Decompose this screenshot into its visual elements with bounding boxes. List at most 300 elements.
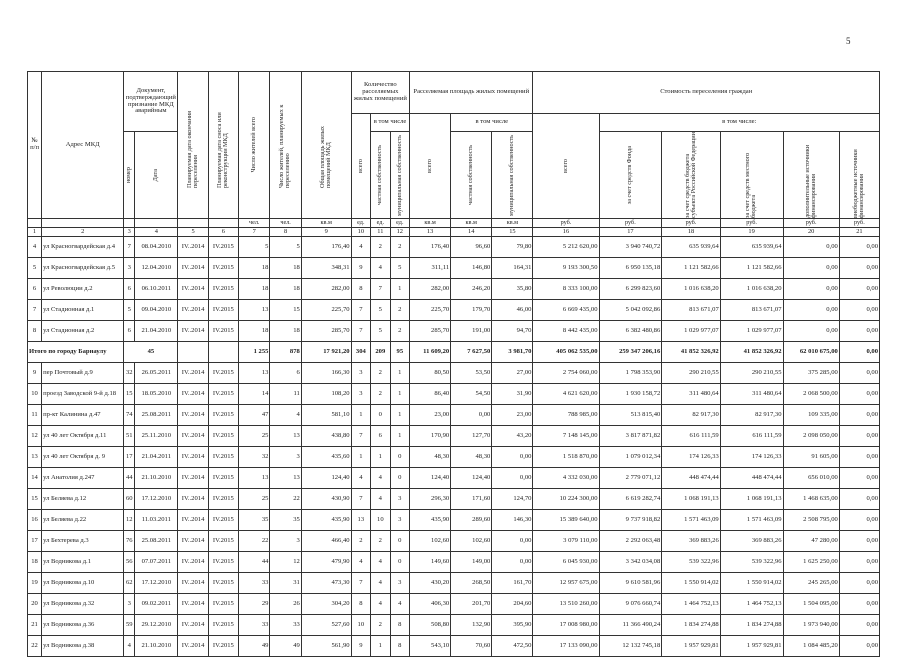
header-additional: дополнительные источники финансирования bbox=[803, 144, 818, 218]
column-number-cell: 19 bbox=[720, 228, 783, 237]
table-cell: 1 550 914,02 bbox=[662, 573, 720, 594]
table-cell: 102,60 bbox=[410, 531, 451, 552]
table-cell: 430,90 bbox=[301, 489, 351, 510]
table-cell: 35 bbox=[270, 510, 301, 531]
table-cell: 1 571 463,09 bbox=[720, 510, 783, 531]
table-cell: 124,70 bbox=[492, 489, 533, 510]
table-cell: 0,00 bbox=[783, 300, 839, 321]
table-cell: 4 bbox=[28, 237, 42, 258]
table-cell: IV.2015 bbox=[208, 489, 238, 510]
table-cell: 4 bbox=[124, 636, 135, 657]
unit-cell: ед. bbox=[371, 219, 390, 228]
table-cell: IV.2015 bbox=[208, 405, 238, 426]
table-cell: 616 111,59 bbox=[720, 426, 783, 447]
table-cell: 79,80 bbox=[492, 237, 533, 258]
table-cell: 22 bbox=[239, 531, 270, 552]
table-cell: 47 bbox=[239, 405, 270, 426]
table-cell: 13 bbox=[351, 510, 370, 531]
table-cell: 6 bbox=[124, 279, 135, 300]
table-cell: 96,60 bbox=[451, 237, 492, 258]
table-cell: 22 bbox=[28, 636, 42, 657]
address-cell: ул Водникова д.10 bbox=[42, 573, 124, 594]
table-cell: 1 571 463,09 bbox=[662, 510, 720, 531]
table-cell: 0,00 bbox=[783, 321, 839, 342]
table-cell: 7 bbox=[351, 321, 370, 342]
table-cell: 08.04.2010 bbox=[135, 237, 178, 258]
total-cell: 0,00 bbox=[839, 342, 879, 363]
column-number-cell: 11 bbox=[371, 228, 390, 237]
table-row bbox=[28, 426, 880, 447]
header-local-budget: за счет средств местного бюджета bbox=[744, 152, 758, 218]
table-cell: 07.07.2011 bbox=[135, 552, 178, 573]
table-cell: 0,00 bbox=[451, 405, 492, 426]
table-cell: 13 bbox=[239, 300, 270, 321]
table-cell: 438,80 bbox=[301, 426, 351, 447]
table-cell: 0 bbox=[390, 468, 410, 489]
table-cell: IV.2015 bbox=[208, 321, 238, 342]
table-cell: IV..2014 bbox=[178, 384, 208, 405]
table-cell: 60 bbox=[124, 489, 135, 510]
table-cell: IV..2014 bbox=[178, 300, 208, 321]
table-cell: 4 bbox=[270, 405, 301, 426]
table-row bbox=[28, 468, 880, 489]
table-cell: 13 bbox=[28, 447, 42, 468]
table-cell: 2 bbox=[371, 615, 390, 636]
column-number-cell: 20 bbox=[783, 228, 839, 237]
table-cell: 56 bbox=[124, 552, 135, 573]
table-cell: 3 bbox=[270, 531, 301, 552]
units-row bbox=[28, 219, 880, 228]
table-cell: 448 474,44 bbox=[662, 468, 720, 489]
column-number-cell: 6 bbox=[208, 228, 238, 237]
table-cell: 0,00 bbox=[492, 447, 533, 468]
table-cell: 4 bbox=[351, 237, 370, 258]
total-cell: 17 921,20 bbox=[301, 342, 351, 363]
table-cell: 581,10 bbox=[301, 405, 351, 426]
table-cell: 124,40 bbox=[451, 468, 492, 489]
address-cell: ул Водникова д.32 bbox=[42, 594, 124, 615]
table-cell: 108,20 bbox=[301, 384, 351, 405]
table-cell: 311,11 bbox=[410, 258, 451, 279]
table-cell: 1 bbox=[390, 384, 410, 405]
table-cell: 1 834 274,88 bbox=[720, 615, 783, 636]
table-cell: 8 333 100,00 bbox=[533, 279, 599, 300]
table-cell: IV..2014 bbox=[178, 363, 208, 384]
header-fund: за счет средств Фонда bbox=[626, 145, 634, 205]
table-cell: IV..2014 bbox=[178, 468, 208, 489]
table-cell: 17.12.2010 bbox=[135, 489, 178, 510]
table-cell: 44 bbox=[239, 552, 270, 573]
table-cell: 473,30 bbox=[301, 573, 351, 594]
table-cell: IV..2014 bbox=[178, 237, 208, 258]
table-cell: 1 bbox=[390, 279, 410, 300]
column-number-cell: 18 bbox=[662, 228, 720, 237]
table-cell: 09.04.2010 bbox=[135, 300, 178, 321]
table-cell: 406,30 bbox=[410, 594, 451, 615]
table-cell: 09.02.2011 bbox=[135, 594, 178, 615]
table-cell: 48,30 bbox=[410, 447, 451, 468]
table-cell: 7 bbox=[351, 426, 370, 447]
header-private-own: частная собственность bbox=[376, 145, 384, 205]
table-cell: 472,50 bbox=[492, 636, 533, 657]
table-cell: 3 bbox=[390, 510, 410, 531]
table-cell: 0,00 bbox=[492, 552, 533, 573]
table-cell: 1 068 191,13 bbox=[662, 489, 720, 510]
table-cell: 0,00 bbox=[839, 384, 879, 405]
table-cell: 1 bbox=[371, 636, 390, 657]
table-cell: 1 834 274,88 bbox=[662, 615, 720, 636]
table-row bbox=[28, 279, 880, 300]
rows-group-b bbox=[28, 363, 880, 657]
total-cell: 95 bbox=[390, 342, 410, 363]
table-cell: 164,31 bbox=[492, 258, 533, 279]
table-cell: 33 bbox=[239, 615, 270, 636]
column-number-cell: 1 bbox=[28, 228, 42, 237]
unit-cell: чел. bbox=[239, 219, 270, 228]
table-cell: 9 610 581,96 bbox=[599, 573, 662, 594]
total-cell: 62 010 675,00 bbox=[783, 342, 839, 363]
table-cell: 18 bbox=[28, 552, 42, 573]
table-cell: 53,50 bbox=[451, 363, 492, 384]
table-cell: 18 bbox=[270, 321, 301, 342]
table-cell: 2 068 500,00 bbox=[783, 384, 839, 405]
table-cell: 4 bbox=[371, 258, 390, 279]
table-cell: 5 bbox=[371, 300, 390, 321]
column-number-cell: 21 bbox=[839, 228, 879, 237]
table-cell: 18 bbox=[239, 279, 270, 300]
table-cell: 0,00 bbox=[839, 237, 879, 258]
table-cell: 19 bbox=[28, 573, 42, 594]
table-cell: 1 464 752,13 bbox=[662, 594, 720, 615]
table-cell: 0,00 bbox=[839, 510, 879, 531]
table-cell: 4 bbox=[351, 552, 370, 573]
table-cell: 9 076 660,74 bbox=[599, 594, 662, 615]
address-cell: ул Водникова д.36 bbox=[42, 615, 124, 636]
total-row bbox=[28, 342, 880, 363]
table-cell: 102,60 bbox=[451, 531, 492, 552]
table-cell: 5 bbox=[390, 258, 410, 279]
table-cell: 35,80 bbox=[492, 279, 533, 300]
table-cell: 430,20 bbox=[410, 573, 451, 594]
table-cell: IV.2015 bbox=[208, 447, 238, 468]
table-cell: 6 bbox=[270, 363, 301, 384]
table-cell: 191,00 bbox=[451, 321, 492, 342]
table-cell: 1 957 929,81 bbox=[662, 636, 720, 657]
table-cell: 12 957 675,00 bbox=[533, 573, 599, 594]
total-cell: 209 bbox=[371, 342, 390, 363]
table-cell: 76 bbox=[124, 531, 135, 552]
table-cell: IV..2014 bbox=[178, 405, 208, 426]
table-cell: IV..2014 bbox=[178, 531, 208, 552]
table-row bbox=[28, 363, 880, 384]
table-cell: 290 210,55 bbox=[662, 363, 720, 384]
address-cell: пер Почтовый д.9 bbox=[42, 363, 124, 384]
address-cell: ул Беляева д.22 bbox=[42, 510, 124, 531]
table-cell: 1 079 012,34 bbox=[599, 447, 662, 468]
header-doc-number: номер bbox=[125, 166, 133, 184]
table-cell: 17 bbox=[124, 447, 135, 468]
table-cell: 15 bbox=[270, 300, 301, 321]
header-incl-rooms: в том числе bbox=[371, 114, 410, 132]
table-cell: 161,70 bbox=[492, 573, 533, 594]
table-cell: 311 480,64 bbox=[720, 384, 783, 405]
table-cell: 5 bbox=[239, 237, 270, 258]
table-row bbox=[28, 237, 880, 258]
table-cell: 9 737 918,82 bbox=[599, 510, 662, 531]
table-cell: 5 bbox=[28, 258, 42, 279]
table-row bbox=[28, 405, 880, 426]
table-cell: 2 bbox=[371, 237, 390, 258]
table-cell: 304,20 bbox=[301, 594, 351, 615]
table-cell: 49 bbox=[270, 636, 301, 657]
table-cell: 0,00 bbox=[839, 573, 879, 594]
column-number-cell: 5 bbox=[178, 228, 208, 237]
total-cell: 41 852 326,92 bbox=[662, 342, 720, 363]
table-cell: 8 bbox=[351, 594, 370, 615]
table-cell: 44 bbox=[124, 468, 135, 489]
table-cell: 435,90 bbox=[301, 510, 351, 531]
table-cell: 7 bbox=[351, 489, 370, 510]
table-cell: 176,40 bbox=[301, 237, 351, 258]
table-cell: 94,70 bbox=[492, 321, 533, 342]
table-row bbox=[28, 552, 880, 573]
table-cell: 788 985,00 bbox=[533, 405, 599, 426]
table-cell: 1 bbox=[390, 426, 410, 447]
table-cell: 7 bbox=[28, 300, 42, 321]
table-cell: IV..2014 bbox=[178, 636, 208, 657]
header-cost-total: всего bbox=[561, 159, 569, 173]
header-cost-group: Стоимость переселения граждан bbox=[533, 72, 880, 114]
table-cell: 7 bbox=[371, 279, 390, 300]
table-cell: 289,60 bbox=[451, 510, 492, 531]
unit-cell: кв.м bbox=[301, 219, 351, 228]
unit-cell: ед. bbox=[390, 219, 410, 228]
table-cell: 1 029 977,07 bbox=[662, 321, 720, 342]
table-row bbox=[28, 300, 880, 321]
table-cell: 4 bbox=[351, 468, 370, 489]
table-cell: 132,90 bbox=[451, 615, 492, 636]
table-cell: 508,80 bbox=[410, 615, 451, 636]
table-cell: 35 bbox=[239, 510, 270, 531]
table-row bbox=[28, 531, 880, 552]
table-cell: 6 382 480,86 bbox=[599, 321, 662, 342]
table-cell: 375 285,00 bbox=[783, 363, 839, 384]
table-cell: 5 bbox=[270, 237, 301, 258]
table-cell: 1 016 638,20 bbox=[662, 279, 720, 300]
table-cell: 225,70 bbox=[410, 300, 451, 321]
table-cell: 170,90 bbox=[410, 426, 451, 447]
table-cell: IV..2014 bbox=[178, 258, 208, 279]
table-row bbox=[28, 321, 880, 342]
table-cell: 13 bbox=[239, 468, 270, 489]
header-num: № п/п bbox=[28, 72, 42, 219]
header-subject-budget: за счет средств бюджета субъекта Российской Федерации bbox=[683, 132, 697, 218]
table-row bbox=[28, 384, 880, 405]
table-cell: 25.11.2010 bbox=[135, 426, 178, 447]
total-cell: 259 347 206,16 bbox=[599, 342, 662, 363]
table-cell: 21.10.2010 bbox=[135, 468, 178, 489]
table-cell: 11 366 490,24 bbox=[599, 615, 662, 636]
table-cell: 0,00 bbox=[839, 426, 879, 447]
header-municipal-own: муниципальная собственность bbox=[395, 134, 403, 216]
header-total-area: Общая площадь жилых помещений МКД bbox=[319, 126, 333, 188]
table-cell: 0,00 bbox=[839, 321, 879, 342]
table-cell: 15 bbox=[28, 489, 42, 510]
table-cell: IV.2015 bbox=[208, 510, 238, 531]
table-cell: 11 bbox=[270, 384, 301, 405]
table-cell: 2 bbox=[351, 531, 370, 552]
table-cell: 18 bbox=[239, 258, 270, 279]
table-row bbox=[28, 615, 880, 636]
table-cell: 8 442 435,00 bbox=[533, 321, 599, 342]
table-cell: 0,00 bbox=[839, 363, 879, 384]
table-cell: 0,00 bbox=[839, 489, 879, 510]
table-cell: 3 079 110,00 bbox=[533, 531, 599, 552]
total-cell: 11 609,20 bbox=[410, 342, 451, 363]
table-cell: 0,00 bbox=[839, 594, 879, 615]
table-cell: 282,00 bbox=[301, 279, 351, 300]
table-cell: 4 bbox=[371, 468, 390, 489]
table-cell: 16 bbox=[28, 510, 42, 531]
column-number-cell: 2 bbox=[42, 228, 124, 237]
table-cell: 369 883,26 bbox=[662, 531, 720, 552]
table-cell: IV.2015 bbox=[208, 636, 238, 657]
table-cell: 22 bbox=[270, 489, 301, 510]
table-cell: 14 bbox=[28, 468, 42, 489]
address-cell: ул Бехтерева д.3 bbox=[42, 531, 124, 552]
unit-cell: руб. bbox=[720, 219, 783, 228]
total-label: Итого по городу Барнаулу bbox=[28, 342, 124, 363]
table-cell: 1 bbox=[351, 405, 370, 426]
total-cell: 3 981,70 bbox=[492, 342, 533, 363]
table-cell: IV.2015 bbox=[208, 300, 238, 321]
table-cell: 74 bbox=[124, 405, 135, 426]
table-cell: 1 bbox=[390, 405, 410, 426]
table-cell: 70,60 bbox=[451, 636, 492, 657]
table-cell: 10 bbox=[371, 510, 390, 531]
table-cell: 9 bbox=[351, 258, 370, 279]
table-cell: 466,40 bbox=[301, 531, 351, 552]
column-number-cell: 10 bbox=[351, 228, 370, 237]
table-cell: 13 bbox=[270, 426, 301, 447]
table-cell: 2 508 795,00 bbox=[783, 510, 839, 531]
table-cell: 0 bbox=[371, 405, 390, 426]
table-row bbox=[28, 636, 880, 657]
table-cell: 2 bbox=[390, 300, 410, 321]
unit-cell: чел. bbox=[270, 219, 301, 228]
rows-group-a bbox=[28, 237, 880, 342]
table-cell: 3 bbox=[390, 489, 410, 510]
table-cell: 18 bbox=[270, 258, 301, 279]
table-cell: 23,00 bbox=[492, 405, 533, 426]
table-cell: 2 098 050,00 bbox=[783, 426, 839, 447]
address-cell: ул Водникова д.1 bbox=[42, 552, 124, 573]
table-cell: 146,30 bbox=[492, 510, 533, 531]
table-cell: 43,20 bbox=[492, 426, 533, 447]
table-cell: 59 bbox=[124, 615, 135, 636]
table-cell: 1 468 635,00 bbox=[783, 489, 839, 510]
table-cell: 3 bbox=[351, 384, 370, 405]
total-cell: 304 bbox=[351, 342, 370, 363]
address-cell: ул Красногвардейская д.5 bbox=[42, 258, 124, 279]
table-cell: 527,60 bbox=[301, 615, 351, 636]
table-cell: 12.04.2010 bbox=[135, 258, 178, 279]
page-number: 5 bbox=[846, 36, 851, 46]
table-cell: 17 133 090,00 bbox=[533, 636, 599, 657]
table-cell: IV..2014 bbox=[178, 594, 208, 615]
header-rooms-count: Количество расселяемых жилых помещений bbox=[351, 72, 409, 114]
header-planned-end: Планируемая дата окончания переселения bbox=[185, 110, 200, 188]
table-cell: 9 193 300,50 bbox=[533, 258, 599, 279]
header-extrabudget: внебюджетные источники финансирования bbox=[852, 149, 866, 218]
table-cell: 21.04.2010 bbox=[135, 321, 178, 342]
table-cell: 2 292 063,48 bbox=[599, 531, 662, 552]
address-cell: ул 40 лет Октября д.11 bbox=[42, 426, 124, 447]
address-cell: ул Беляева д.12 bbox=[42, 489, 124, 510]
table-cell: 13 bbox=[239, 363, 270, 384]
table-cell: 635 939,64 bbox=[720, 237, 783, 258]
table-cell: 13 bbox=[270, 468, 301, 489]
table-cell: 124,40 bbox=[410, 468, 451, 489]
header-rooms-total: всего bbox=[356, 159, 364, 173]
table-cell: 12 bbox=[270, 552, 301, 573]
column-number-cell: 13 bbox=[410, 228, 451, 237]
total-cell: 41 852 326,92 bbox=[720, 342, 783, 363]
table-cell: 17 bbox=[28, 531, 42, 552]
table-cell: 12 bbox=[28, 426, 42, 447]
table-cell: 2 bbox=[390, 237, 410, 258]
header-area-municipal: муниципальная собственность bbox=[508, 134, 516, 216]
table-cell: IV.2015 bbox=[208, 363, 238, 384]
table-cell: 18 bbox=[239, 321, 270, 342]
table-cell: 245 265,00 bbox=[783, 573, 839, 594]
table-cell: 1 518 870,00 bbox=[533, 447, 599, 468]
table-cell: 7 bbox=[124, 237, 135, 258]
column-number-cell: 16 bbox=[533, 228, 599, 237]
unit-cell: кв.м bbox=[492, 219, 533, 228]
table-cell: 12 bbox=[124, 510, 135, 531]
table-cell: 1 973 940,00 bbox=[783, 615, 839, 636]
column-number-cell: 9 bbox=[301, 228, 351, 237]
table-cell: 8 bbox=[390, 615, 410, 636]
header-area-private: частная собственность bbox=[467, 145, 475, 205]
table-cell: 201,70 bbox=[451, 594, 492, 615]
table-cell: 4 bbox=[371, 489, 390, 510]
table-cell: 1 121 582,66 bbox=[662, 258, 720, 279]
table-cell: 246,20 bbox=[451, 279, 492, 300]
table-cell: 109 335,00 bbox=[783, 405, 839, 426]
table-cell: 25.08.2011 bbox=[135, 405, 178, 426]
table-row bbox=[28, 258, 880, 279]
table-cell: 1 625 250,00 bbox=[783, 552, 839, 573]
table-cell: 33 bbox=[270, 615, 301, 636]
table-cell: 1 bbox=[371, 447, 390, 468]
column-number-cell: 8 bbox=[270, 228, 301, 237]
table-cell: 25.08.2011 bbox=[135, 531, 178, 552]
table-cell: 5 bbox=[371, 321, 390, 342]
table-cell: 31 bbox=[270, 573, 301, 594]
table-cell: 8 bbox=[351, 279, 370, 300]
table-row bbox=[28, 573, 880, 594]
table-cell: IV.2015 bbox=[208, 615, 238, 636]
table-cell: 1 016 638,20 bbox=[720, 279, 783, 300]
table-cell: 32 bbox=[124, 363, 135, 384]
unit-cell: кв.м bbox=[410, 219, 451, 228]
table-cell: IV.2015 bbox=[208, 531, 238, 552]
table-cell: 1 029 977,07 bbox=[720, 321, 783, 342]
table-cell: IV.2015 bbox=[208, 594, 238, 615]
table-cell: 0,00 bbox=[839, 405, 879, 426]
